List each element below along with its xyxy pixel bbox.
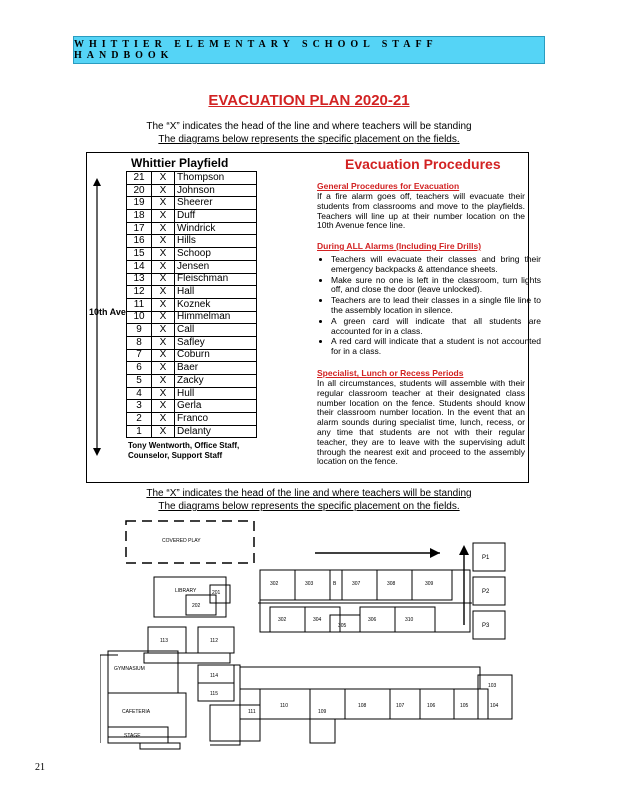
roster-mark: X [152,197,175,210]
roster-mark: X [152,222,175,235]
roster-row [127,311,257,324]
roster-name: Delanty [175,425,257,438]
roster-mark: X [152,248,175,261]
roster-row [127,413,257,426]
roster-number: 1 [127,425,152,438]
roster-mark: X [152,286,175,299]
roster-name: Duff [175,210,257,223]
alarm-step: • Teachers will evacuate their classes and bring their emergency backpacks & attendance sheets. [331,255,541,275]
roster-row [127,324,257,337]
roster-row [127,197,257,210]
roster-row [127,349,257,362]
svg-text:B: B [333,581,337,587]
roster-mark: X [152,172,175,185]
intro-line-2: The diagrams below represents the specific placement on the fields. [158,134,460,145]
roster-number: 12 [127,286,152,299]
playfield-title: Whittier Playfield [131,156,229,170]
svg-text:310: 310 [405,617,414,623]
svg-text:113: 113 [160,638,168,644]
roster-mark: X [152,311,175,324]
roster-number: 16 [127,235,152,248]
roster-row [127,362,257,375]
roster-mark: X [152,210,175,223]
roster-mark: X [152,362,175,375]
alarm-step: • Teachers are to lead their classes in a single file line to the assembly location in silence. [331,296,541,316]
svg-text:302: 302 [278,617,287,623]
svg-text:306: 306 [368,617,377,623]
field-direction-arrow [90,178,104,456]
roster-row [127,273,257,286]
portable-p1: P1 [482,555,490,561]
roster-row [127,298,257,311]
avenue-label: 10th Ave [89,307,126,317]
svg-text:108: 108 [358,703,367,709]
roster-row [127,286,257,299]
svg-text:105: 105 [460,703,469,709]
roster-name: Hills [175,235,257,248]
roster-number: 8 [127,336,152,349]
roster-number: 19 [127,197,152,210]
roster-mark: X [152,375,175,388]
svg-text:107: 107 [396,703,405,709]
roster-row [127,222,257,235]
svg-text:304: 304 [313,617,322,623]
general-procedures-text: If a fire alarm goes off, teachers will evacuate their students from classrooms and move to the playfields. Teachers will line up at their number location on the 10th Avenue fence line. [317,191,525,231]
page-number: 21 [35,762,45,773]
roster-number: 5 [127,375,152,388]
intro-line-1: The “X” indicates the head of the line and where teachers will be standing [146,121,472,132]
svg-text:201: 201 [212,590,221,596]
alarm-step: • A green card will indicate that all students are accounted for in a class. [331,317,541,337]
intro-line-1-repeat: The “X” indicates the head of the line and where teachers will be standing [146,488,472,499]
svg-text:309: 309 [425,581,434,587]
roster-name: Franco [175,413,257,426]
svg-text:115: 115 [210,691,218,697]
svg-text:103: 103 [488,683,497,689]
handbook-header-title: WHITTIER ELEMENTARY SCHOOL STAFF HANDBOOK [74,39,438,61]
svg-text:109: 109 [318,709,327,715]
roster-row [127,425,257,438]
roster-row [127,336,257,349]
svg-text:111: 111 [248,709,256,715]
roster-number: 17 [127,222,152,235]
roster-name: Himmelman [175,311,257,324]
roster-name: Baer [175,362,257,375]
stage-label: STAGE [124,733,141,739]
roster-row [127,387,257,400]
roster-mark: X [152,260,175,273]
roster-row [127,260,257,273]
roster-row [127,210,257,223]
svg-text:308: 308 [387,581,396,587]
page-title: EVACUATION PLAN 2020-21 [208,92,410,109]
roster-name: Hall [175,286,257,299]
roster-row [127,235,257,248]
roster-name: Gerla [175,400,257,413]
roster-name: Jensen [175,260,257,273]
svg-text:307: 307 [352,581,361,587]
svg-text:114: 114 [210,673,218,679]
roster-mark: X [152,425,175,438]
roster-mark: X [152,387,175,400]
roster-name: Fleischman [175,273,257,286]
roster-footer: Tony Wentworth, Office Staff, Counselor, Support Staff [128,441,240,460]
roster-number: 14 [127,260,152,273]
alarm-step: • A red card will indicate that a student is not accounted for in a class. [331,337,541,357]
roster-mark: X [152,349,175,362]
specialist-heading: Specialist, Lunch or Recess Periods [317,368,464,378]
roster-number: 2 [127,413,152,426]
roster-name: Johnson [175,184,257,197]
roster-number: 13 [127,273,152,286]
roster-name: Schoop [175,248,257,261]
roster-row [127,184,257,197]
portable-p2: P2 [482,589,490,595]
portable-p3: P3 [482,623,490,629]
roster-name: Windrick [175,222,257,235]
roster-number: 11 [127,298,152,311]
roster-name: Hull [175,387,257,400]
library-label: LIBRARY [175,588,197,594]
roster-name: Call [175,324,257,337]
roster-row [127,248,257,261]
roster-number: 3 [127,400,152,413]
alarms-heading: During ALL Alarms (Including Fire Drills) [317,241,482,251]
roster-mark: X [152,324,175,337]
covered-play-label: COVERED PLAY [162,538,201,544]
roster-mark: X [152,235,175,248]
svg-text:305: 305 [338,623,347,629]
school-floor-plan [100,515,520,750]
roster-mark: X [152,413,175,426]
alarm-step: • Make sure no one is left in the classroom, turn lights off, and close the door (leave unlocked). [331,276,541,296]
roster-name: Koznek [175,298,257,311]
roster-number: 4 [127,387,152,400]
specialist-text: In all circumstances, students will assemble with their regular classroom teacher at their designated class number location on the fence. Students should know their classroom number location. In the event that an alarm sounds during specialist time, lunch, recess, or any time that students are not with their regular teacher, they are to leave with the supervising adult through the nearest exit and proceed to the assembly location on the fence. [317,378,525,467]
general-procedures-heading: General Procedures for Evacuation [317,181,460,191]
playfield-roster-table [126,171,257,438]
cafeteria-label: CAFETERIA [122,709,151,715]
svg-text:104: 104 [490,703,499,709]
roster-row [127,375,257,388]
roster-number: 18 [127,210,152,223]
roster-number: 7 [127,349,152,362]
svg-text:110: 110 [280,703,288,709]
roster-name: Sheerer [175,197,257,210]
svg-text:302: 302 [270,581,279,587]
svg-text:112: 112 [210,638,218,644]
roster-name: Zacky [175,375,257,388]
svg-text:303: 303 [305,581,314,587]
roster-mark: X [152,400,175,413]
intro-line-2-repeat: The diagrams below represents the specific placement on the fields. [158,501,460,512]
roster-name: Coburn [175,349,257,362]
roster-mark: X [152,273,175,286]
svg-text:202: 202 [192,603,201,609]
roster-mark: X [152,184,175,197]
roster-mark: X [152,336,175,349]
roster-number: 20 [127,184,152,197]
roster-row [127,400,257,413]
roster-number: 9 [127,324,152,337]
svg-text:106: 106 [427,703,436,709]
roster-name: Thompson [175,172,257,185]
procedures-title: Evacuation Procedures [345,156,501,172]
roster-number: 21 [127,172,152,185]
roster-mark: X [152,298,175,311]
alarms-list [317,255,541,358]
roster-number: 6 [127,362,152,375]
gymnasium-label: GYMNASIUM [114,666,145,672]
roster-number: 15 [127,248,152,261]
roster-row [127,172,257,185]
roster-name: Safley [175,336,257,349]
handbook-header-bar [73,36,545,64]
roster-number: 10 [127,311,152,324]
